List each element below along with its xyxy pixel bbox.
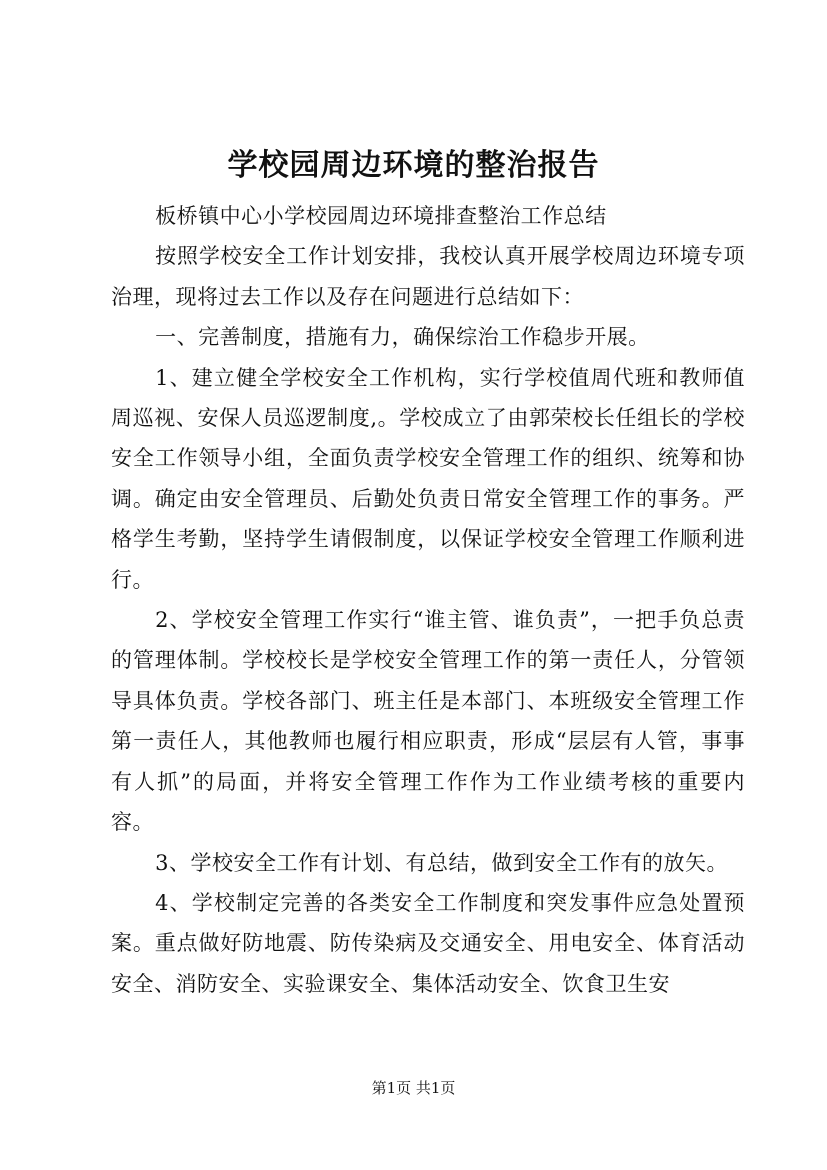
paragraph-section-heading: 一、完善制度，措施有力，确保综治工作稳步开展。 — [155, 325, 650, 350]
paragraph-item-3: 3、学校安全工作有计划、有总结，做到安全工作有的放矢。 — [155, 850, 728, 875]
paragraph-subtitle: 板桥镇中心小学校园周边环境排查整治工作总结 — [155, 204, 607, 228]
paragraph-intro: 按照学校安全工作计划安排，我校认真开展学校周边环境专项治理，现将过去工作以及存在问题进行总结如下： — [111, 244, 745, 309]
paragraph-item-2: 2、学校安全管理工作实行“谁主管、谁负责”，一把手负总责的管理体制。学校校长是学校安全管理工作的第一责任人，分管领导具体负责。学校各部门、班主任是本部门、本班级安全管理工作第一责任人，其他教师也履行相应职责，形成“层层有人管，事事有人抓”的局面，并将安全管理工作作为工作业绩考核的重要内容。 — [111, 608, 745, 835]
document-body — [111, 196, 745, 1004]
document-title: 学校园周边环境的整治报告 — [227, 148, 600, 183]
page-footer: 第1页 共1页 — [371, 1079, 456, 1097]
paragraph-item-4: 4、学校制定完善的各类安全工作制度和突发事件应急处置预案。重点做好防地震、防传染病及交通安全、用电安全、体育活动安全、消防安全、实验课安全、集体活动安全、饮食卫生安 — [111, 890, 745, 996]
paragraph-item-1: 1、建立健全学校安全工作机构，实行学校值周代班和教师值周巡视、安保人员巡逻制度,。学校成立了由郭荣校长任组长的学校安全工作领导小组，全面负责学校安全管理工作的组织、统筹和协调。确定由安全管理员、后勤处负责日常安全管理工作的事务。严格学生考勤，坚持学生请假制度，以保证学校安全管理工作顺利进行。 — [111, 365, 745, 592]
